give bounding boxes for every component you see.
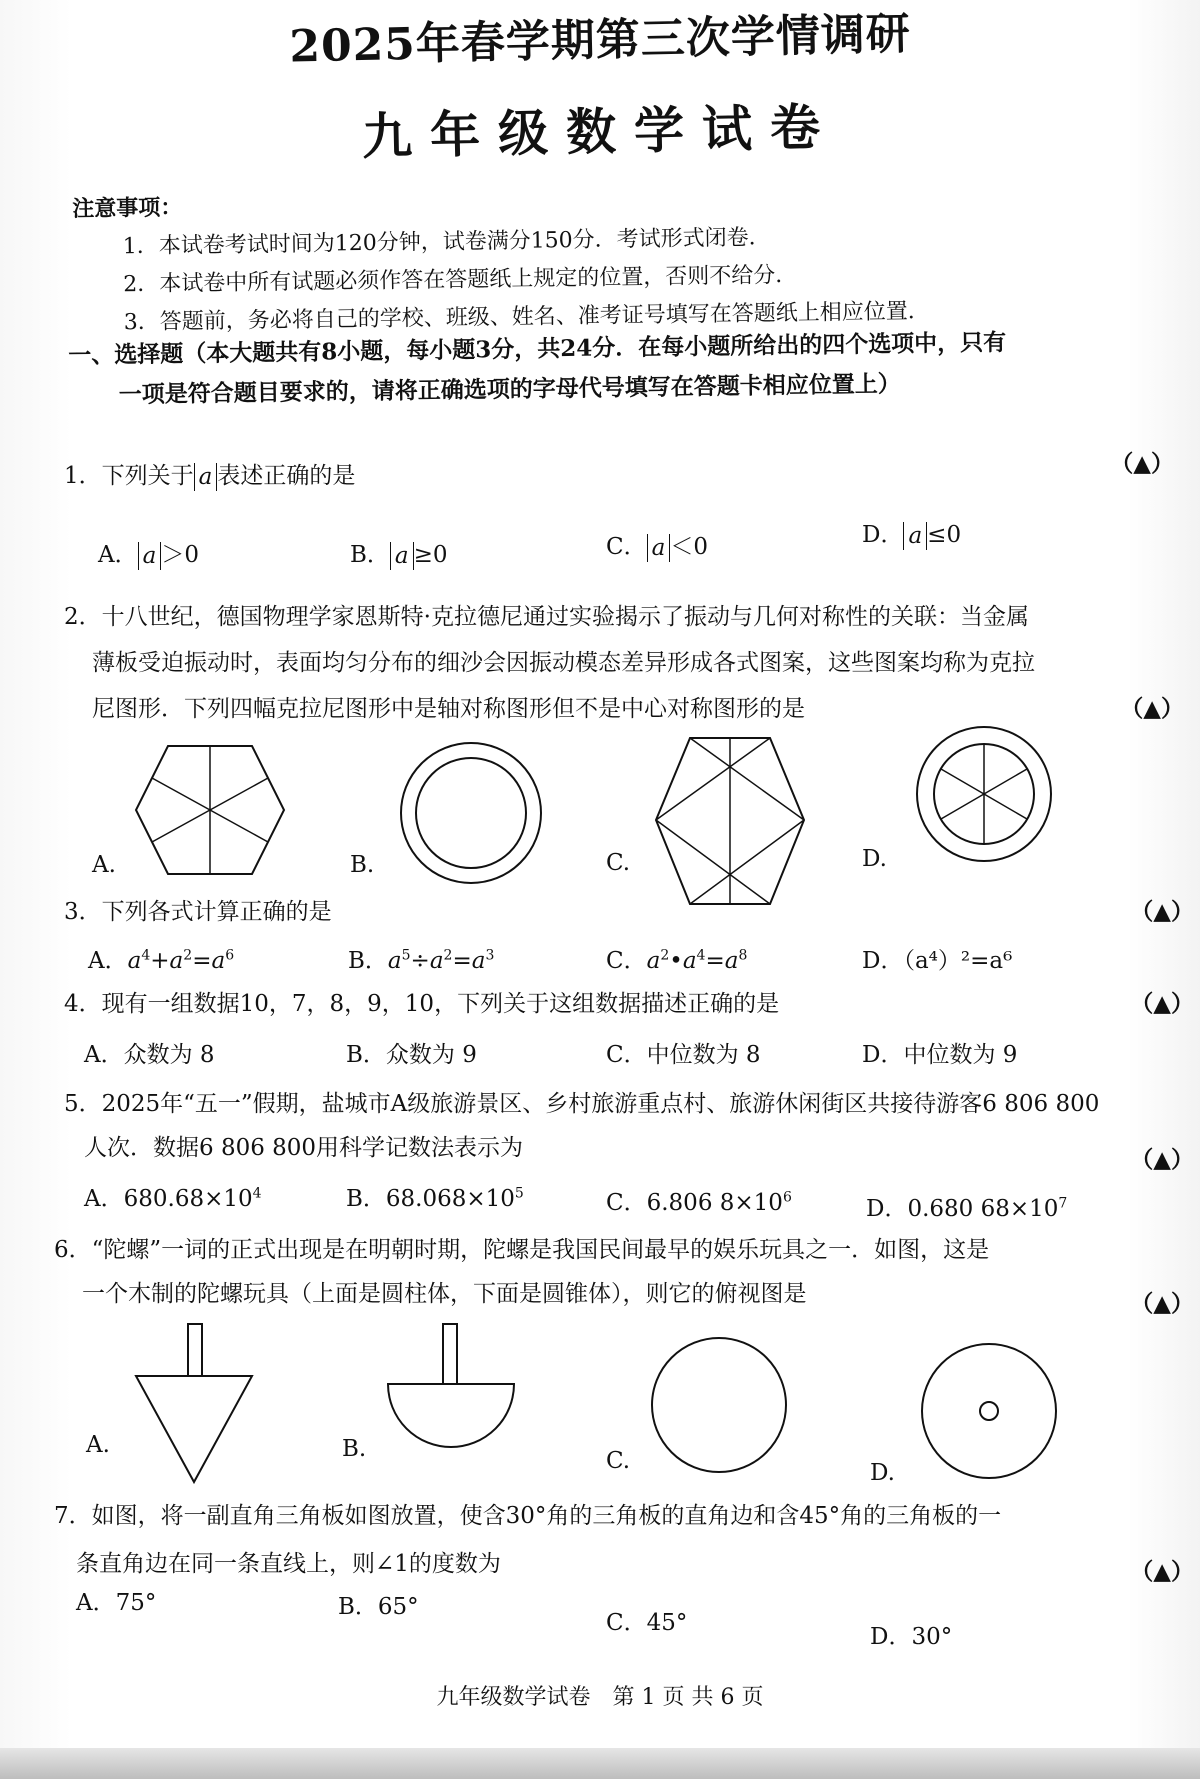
- figure-label-b: B.: [342, 1436, 367, 1462]
- absolute-value: a: [194, 463, 218, 491]
- figure-label-b: B.: [350, 852, 375, 878]
- question-5: [64, 1082, 1194, 1173]
- figure-label-a: A.: [92, 852, 116, 878]
- question-1: [64, 450, 1174, 496]
- option-c: C．45°: [606, 1610, 688, 1636]
- answer-mark: （▲）: [1130, 1146, 1194, 1173]
- answer-mark: （▲）: [1110, 450, 1174, 477]
- page-footer: 九年级数学试卷 第 1 页 共 6 页: [436, 1685, 764, 1710]
- figure-label-d: D.: [862, 846, 887, 872]
- question-stem: 2．十八世纪，德国物理学家恩斯特·克拉德尼通过实验揭示了振动与几何对称性的关联：当金属: [64, 604, 1029, 630]
- answer-mark: （▲）: [1130, 1558, 1194, 1585]
- notice-heading: 注意事项：: [72, 194, 183, 222]
- option-c: C．$a^2•a^4=a^8$: [606, 947, 748, 974]
- figure-label-d: D.: [870, 1460, 895, 1486]
- chladni-figure-a: [130, 740, 290, 880]
- option-b: B．65°: [338, 1594, 419, 1620]
- option-d: D． a ≤0: [862, 522, 962, 549]
- circle-with-center-top-view-figure: [918, 1340, 1060, 1482]
- option-a: A．$680.68\times 10^4$: [84, 1185, 262, 1212]
- question-stem: 1．下列关于: [64, 463, 194, 489]
- question-stem: 4．现有一组数据10，7，8，9，10，下列关于这组数据描述正确的是: [64, 991, 780, 1017]
- answer-mark: （▲）: [1120, 695, 1184, 722]
- question-stem: 6．“陀螺”一词的正式出现是在明朝时期，陀螺是我国民间最早的娱乐玩具之一．如图，这是: [54, 1237, 990, 1263]
- option-d: D．0.680 $68\times 10^7$: [866, 1195, 1068, 1222]
- option-b: B．$68.068\times 10^5$: [346, 1185, 524, 1212]
- question-stem: 5．2025年“五一”假期，盐城市A级旅游景区、乡村旅游重点村、旅游休闲街区共接待游客6 806 800: [64, 1091, 1100, 1117]
- section-heading-line: 一项是符合题目要求的，请将正确选项的字母代号填写在答题卡相应位置上）: [118, 370, 901, 409]
- section-heading-line: 一、选择题（本大题共有8小题，每小题3分，共24分．在每小题所给出的四个选项中，只有: [68, 328, 1007, 369]
- option-b: B．众数为 9: [346, 1042, 477, 1068]
- chladni-figure-c: [650, 732, 810, 912]
- option-c: C．6.806 $8\times 10^6$: [606, 1189, 792, 1216]
- figure-label-c: C.: [606, 1448, 631, 1474]
- section-heading: [68, 321, 1149, 416]
- exam-title: 2025年春学期第三次学情调研: [288, 8, 912, 73]
- option-d: D．30°: [870, 1624, 953, 1650]
- option-b: B．$a^5\div a^2=a^3$: [348, 947, 495, 974]
- figure-label-c: C.: [606, 850, 631, 876]
- question-3: [64, 892, 1194, 932]
- notice-block: [72, 177, 1154, 343]
- question-4: [64, 984, 1194, 1024]
- notice-item: 2．本试卷中所有试题必须作答在答题纸上规定的位置，否则不给分．: [123, 262, 798, 298]
- answer-mark: （▲）: [1130, 1290, 1194, 1317]
- chladni-figure-d: [912, 722, 1056, 866]
- option-d: D．中位数为 9: [862, 1042, 1018, 1068]
- answer-mark: （▲）: [1130, 898, 1194, 925]
- option-c: C． a ＜0: [606, 534, 708, 561]
- question-7: [54, 1492, 1194, 1588]
- question-stem: 薄板受迫振动时，表面均匀分布的细沙会因振动模态差异形成各式图案，这些图案均称为克拉: [92, 650, 1035, 676]
- option-d: D．（a⁴）²=a⁶: [862, 948, 1013, 974]
- notice-item: 3．答题前，务必将自己的学校、班级、姓名、准考证号填写在答题纸上相应位置．: [123, 299, 930, 336]
- question-stem: 3．下列各式计算正确的是: [64, 899, 332, 925]
- question-stem: 7．如图，将一副直角三角板如图放置，使含30°角的三角板的直角边和含45°角的三角板的一: [54, 1503, 1002, 1529]
- option-a: A．$a^4+a^2=a^6$: [88, 947, 235, 974]
- chladni-figure-b: [396, 738, 546, 888]
- question-stem: 人次．数据6 806 800用科学记数法表示为: [84, 1135, 524, 1161]
- scan-edge: [0, 1748, 1200, 1779]
- question-stem: 一个木制的陀螺玩具（上面是圆柱体，下面是圆锥体），则它的俯视图是: [82, 1281, 807, 1307]
- option-a: A． a ＞0: [98, 542, 199, 569]
- notice-item: 1．本试卷考试时间为120分钟，试卷满分150分．考试形式闭卷．: [122, 225, 771, 260]
- option-a: A．众数为 8: [84, 1042, 215, 1068]
- question-stem: 尼图形．下列四幅克拉尼图形中是轴对称图形但不是中心对称图形的是: [92, 696, 805, 722]
- question-stem: 条直角边在同一条直线上，则∠1的度数为: [76, 1551, 501, 1577]
- spinning-top-hemisphere-figure: [384, 1322, 518, 1480]
- exam-subtitle: 九年级数学试卷: [361, 97, 839, 166]
- question-2: [64, 594, 1184, 732]
- question-6: [54, 1228, 1194, 1317]
- circle-top-view-figure: [648, 1334, 790, 1476]
- option-c: C．中位数为 8: [606, 1042, 761, 1068]
- option-a: A．75°: [76, 1590, 157, 1616]
- question-stem: 表述正确的是: [217, 463, 356, 489]
- option-b: B． a ≥0: [350, 542, 448, 569]
- answer-mark: （▲）: [1130, 990, 1194, 1017]
- spinning-top-cone-figure: [132, 1322, 256, 1486]
- figure-label-a: A.: [86, 1432, 110, 1458]
